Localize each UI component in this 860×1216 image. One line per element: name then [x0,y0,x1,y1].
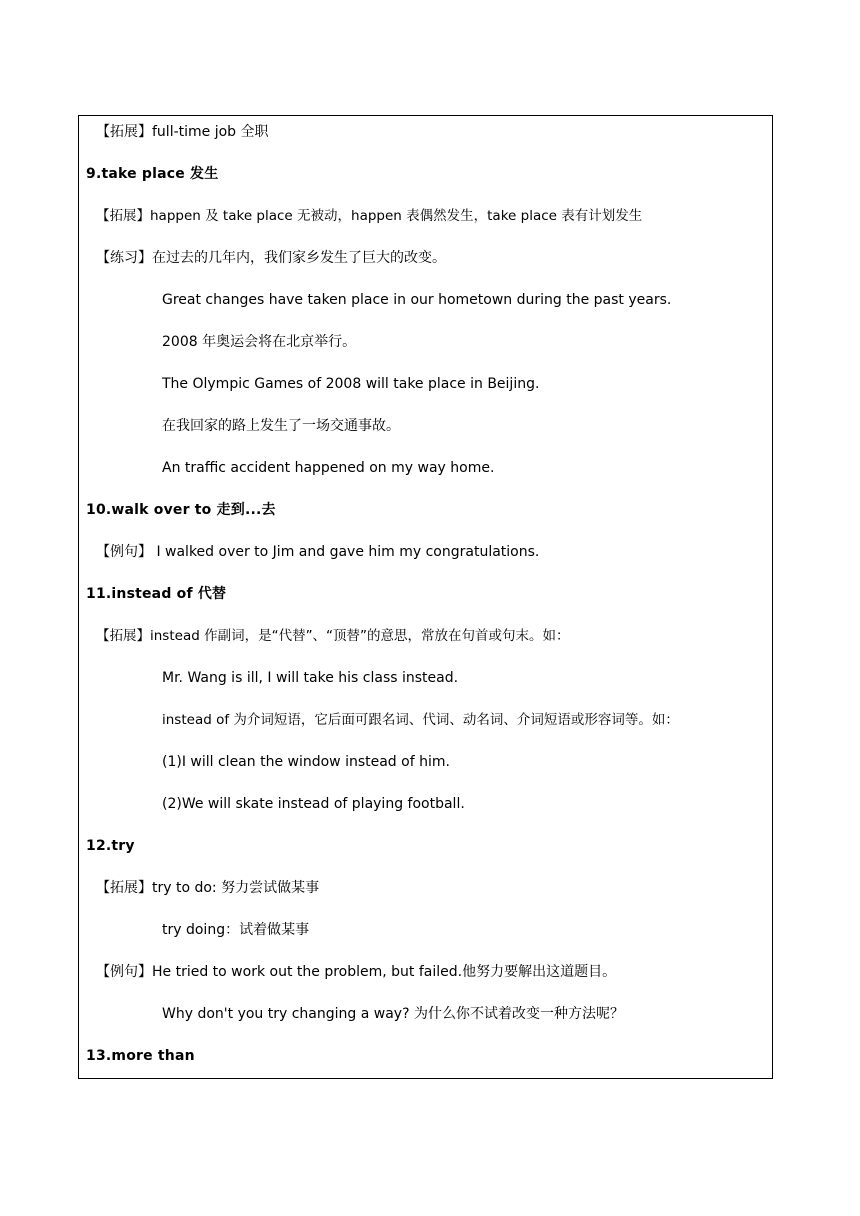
note-instead-of-phrase: instead of 为介词短语，它后面可跟名词、代词、动名词、介词短语或形容词等。如： [162,712,679,728]
note-try-doing: try doing：试着做某事 [162,922,310,938]
exercise-prompt: 【练习】在过去的几年内，我们家乡发生了巨大的改变。 [96,250,446,266]
note-happen-take-place: 【拓展】happen 及 take place 无被动，happen 表偶然发生，take place 表有计划发生 [96,208,643,224]
note-fulltime-job: 【拓展】full-time job 全职 [96,124,269,140]
exercise-answer-3: An traffic accident happened on my way home. [162,460,495,476]
example-instead-of-1: (1)I will clean the window instead of him. [162,754,450,770]
exercise-prompt-3: 在我回家的路上发生了一场交通事故。 [162,418,400,434]
heading-try: 12.try [86,838,135,854]
example-try-2: Why don't you try changing a way? 为什么你不试着改变一种方法呢？ [162,1006,624,1022]
heading-more-than: 13.more than [86,1048,195,1064]
note-try-to-do: 【拓展】try to do: 努力尝试做某事 [96,880,320,896]
exercise-prompt-2: 2008 年奥运会将在北京举行。 [162,334,357,350]
note-instead-adverb: 【拓展】instead 作副词，是“代替”、“顶替”的意思，常放在句首或句末。如： [96,628,570,644]
exercise-answer-2: The Olympic Games of 2008 will take place in Beijing. [162,376,540,392]
heading-take-place: 9.take place 发生 [86,166,219,182]
example-instead-1: Mr. Wang is ill, I will take his class instead. [162,670,459,686]
example-try-1: 【例句】He tried to work out the problem, but failed.他努力要解出这道题目。 [96,964,617,980]
exercise-answer-1: Great changes have taken place in our hometown during the past years. [162,292,672,308]
example-instead-of-2: (2)We will skate instead of playing football. [162,796,465,812]
heading-instead-of: 11.instead of 代替 [86,586,227,602]
heading-walk-over-to: 10.walk over to 走到...去 [86,502,276,518]
example-walk-over: 【例句】 I walked over to Jim and gave him my congratulations. [96,544,540,560]
